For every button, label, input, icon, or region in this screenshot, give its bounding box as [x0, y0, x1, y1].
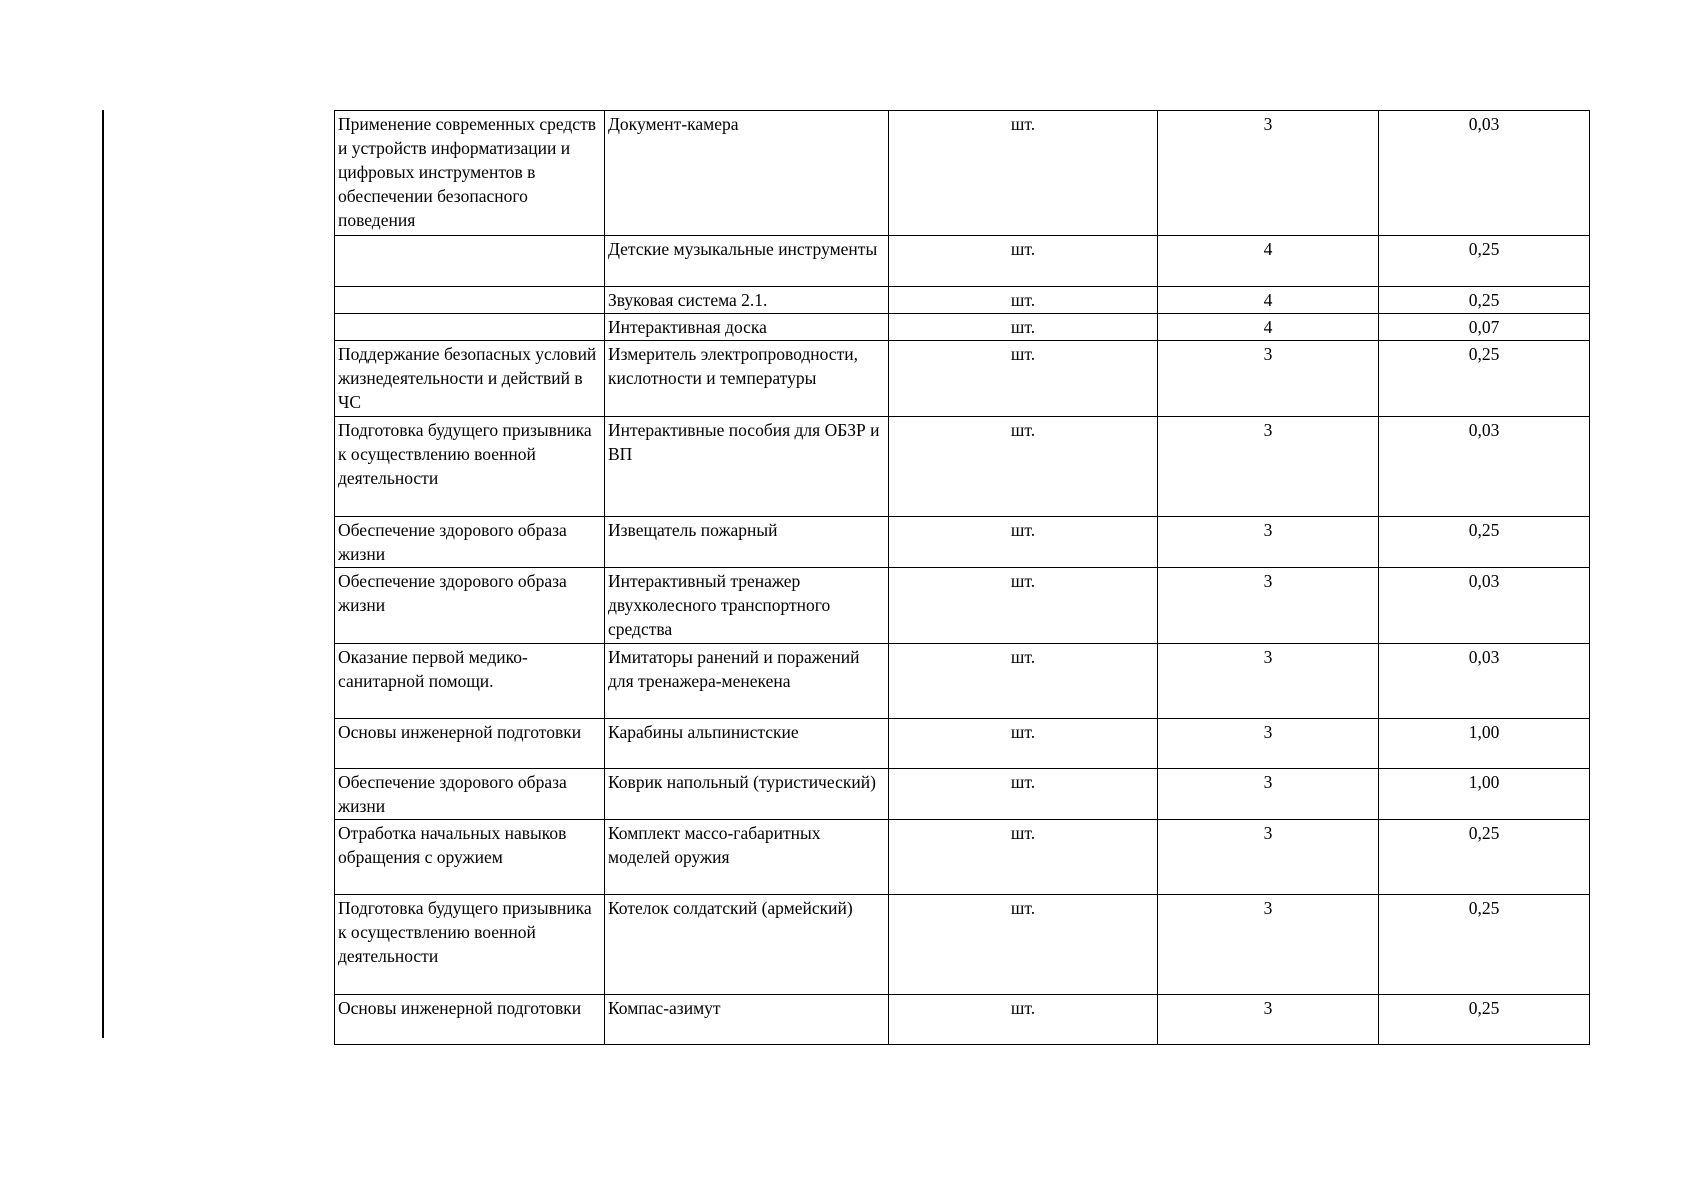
coefficient-cell: 0,03	[1379, 417, 1590, 517]
item-cell: Карабины альпинистские	[605, 719, 889, 769]
unit-cell: шт.	[889, 111, 1158, 236]
coefficient-cell: 0,25	[1379, 517, 1590, 568]
quantity-cell: 3	[1158, 568, 1379, 644]
table-row	[335, 341, 1590, 417]
table-row	[335, 287, 1590, 314]
table-row	[335, 314, 1590, 341]
item-cell: Интерактивные пособия для ОБЗР и ВП	[605, 417, 889, 517]
item-cell: Комплект массо-габаритных моделей оружия	[605, 820, 889, 895]
item-cell: Детские музыкальные инструменты	[605, 236, 889, 287]
quantity-cell: 3	[1158, 517, 1379, 568]
item-cell: Интерактивный тренажер двухколесного транспортного средства	[605, 568, 889, 644]
coefficient-cell: 0,07	[1379, 314, 1590, 341]
section-cell: Оказание первой медико-санитарной помощи.	[335, 644, 605, 719]
item-cell: Извещатель пожарный	[605, 517, 889, 568]
unit-cell: шт.	[889, 719, 1158, 769]
table-row	[335, 517, 1590, 568]
coefficient-cell: 1,00	[1379, 719, 1590, 769]
coefficient-cell: 0,25	[1379, 236, 1590, 287]
item-cell: Компас-азимут	[605, 995, 889, 1045]
coefficient-cell: 0,25	[1379, 995, 1590, 1045]
table-row	[335, 995, 1590, 1045]
quantity-cell: 3	[1158, 995, 1379, 1045]
quantity-cell: 3	[1158, 719, 1379, 769]
page-margin-line	[102, 110, 104, 1038]
table-row	[335, 568, 1590, 644]
item-cell: Интерактивная доска	[605, 314, 889, 341]
table-row	[335, 236, 1590, 287]
item-cell: Звуковая система 2.1.	[605, 287, 889, 314]
quantity-cell: 3	[1158, 417, 1379, 517]
section-cell: Подготовка будущего призывника к осуществлению военной деятельности	[335, 417, 605, 517]
table-row	[335, 644, 1590, 719]
coefficient-cell: 1,00	[1379, 769, 1590, 820]
section-cell: Основы инженерной подготовки	[335, 995, 605, 1045]
equipment-table	[334, 110, 1590, 1045]
quantity-cell: 3	[1158, 820, 1379, 895]
unit-cell: шт.	[889, 314, 1158, 341]
quantity-cell: 3	[1158, 644, 1379, 719]
section-cell	[335, 236, 605, 287]
item-cell: Котелок солдатский (армейский)	[605, 895, 889, 995]
section-cell: Применение современных средств и устройств информатизации и цифровых инструментов в обеспечении безопасного поведения	[335, 111, 605, 236]
section-cell	[335, 314, 605, 341]
quantity-cell: 3	[1158, 111, 1379, 236]
section-cell: Обеспечение здорового образа жизни	[335, 517, 605, 568]
unit-cell: шт.	[889, 820, 1158, 895]
quantity-cell: 3	[1158, 895, 1379, 995]
quantity-cell: 4	[1158, 236, 1379, 287]
coefficient-cell: 0,03	[1379, 111, 1590, 236]
quantity-cell: 3	[1158, 769, 1379, 820]
table-row	[335, 895, 1590, 995]
table-row	[335, 769, 1590, 820]
unit-cell: шт.	[889, 236, 1158, 287]
unit-cell: шт.	[889, 895, 1158, 995]
section-cell: Обеспечение здорового образа жизни	[335, 568, 605, 644]
coefficient-cell: 0,25	[1379, 895, 1590, 995]
unit-cell: шт.	[889, 769, 1158, 820]
table-row	[335, 820, 1590, 895]
coefficient-cell: 0,25	[1379, 820, 1590, 895]
section-cell: Обеспечение здорового образа жизни	[335, 769, 605, 820]
table-row	[335, 417, 1590, 517]
table-row	[335, 111, 1590, 236]
quantity-cell: 3	[1158, 341, 1379, 417]
coefficient-cell: 0,03	[1379, 644, 1590, 719]
unit-cell: шт.	[889, 417, 1158, 517]
section-cell: Отработка начальных навыков обращения с оружием	[335, 820, 605, 895]
coefficient-cell: 0,03	[1379, 568, 1590, 644]
table-row	[335, 719, 1590, 769]
item-cell: Коврик напольный (туристический)	[605, 769, 889, 820]
unit-cell: шт.	[889, 287, 1158, 314]
unit-cell: шт.	[889, 568, 1158, 644]
unit-cell: шт.	[889, 517, 1158, 568]
section-cell: Поддержание безопасных условий жизнедеятельности и действий в ЧС	[335, 341, 605, 417]
item-cell: Имитаторы ранений и поражений для тренажера-менекена	[605, 644, 889, 719]
quantity-cell: 4	[1158, 314, 1379, 341]
coefficient-cell: 0,25	[1379, 341, 1590, 417]
item-cell: Измеритель электропроводности, кислотности и температуры	[605, 341, 889, 417]
coefficient-cell: 0,25	[1379, 287, 1590, 314]
section-cell	[335, 287, 605, 314]
section-cell: Подготовка будущего призывника к осуществлению военной деятельности	[335, 895, 605, 995]
section-cell: Основы инженерной подготовки	[335, 719, 605, 769]
quantity-cell: 4	[1158, 287, 1379, 314]
item-cell: Документ-камера	[605, 111, 889, 236]
unit-cell: шт.	[889, 644, 1158, 719]
unit-cell: шт.	[889, 995, 1158, 1045]
unit-cell: шт.	[889, 341, 1158, 417]
